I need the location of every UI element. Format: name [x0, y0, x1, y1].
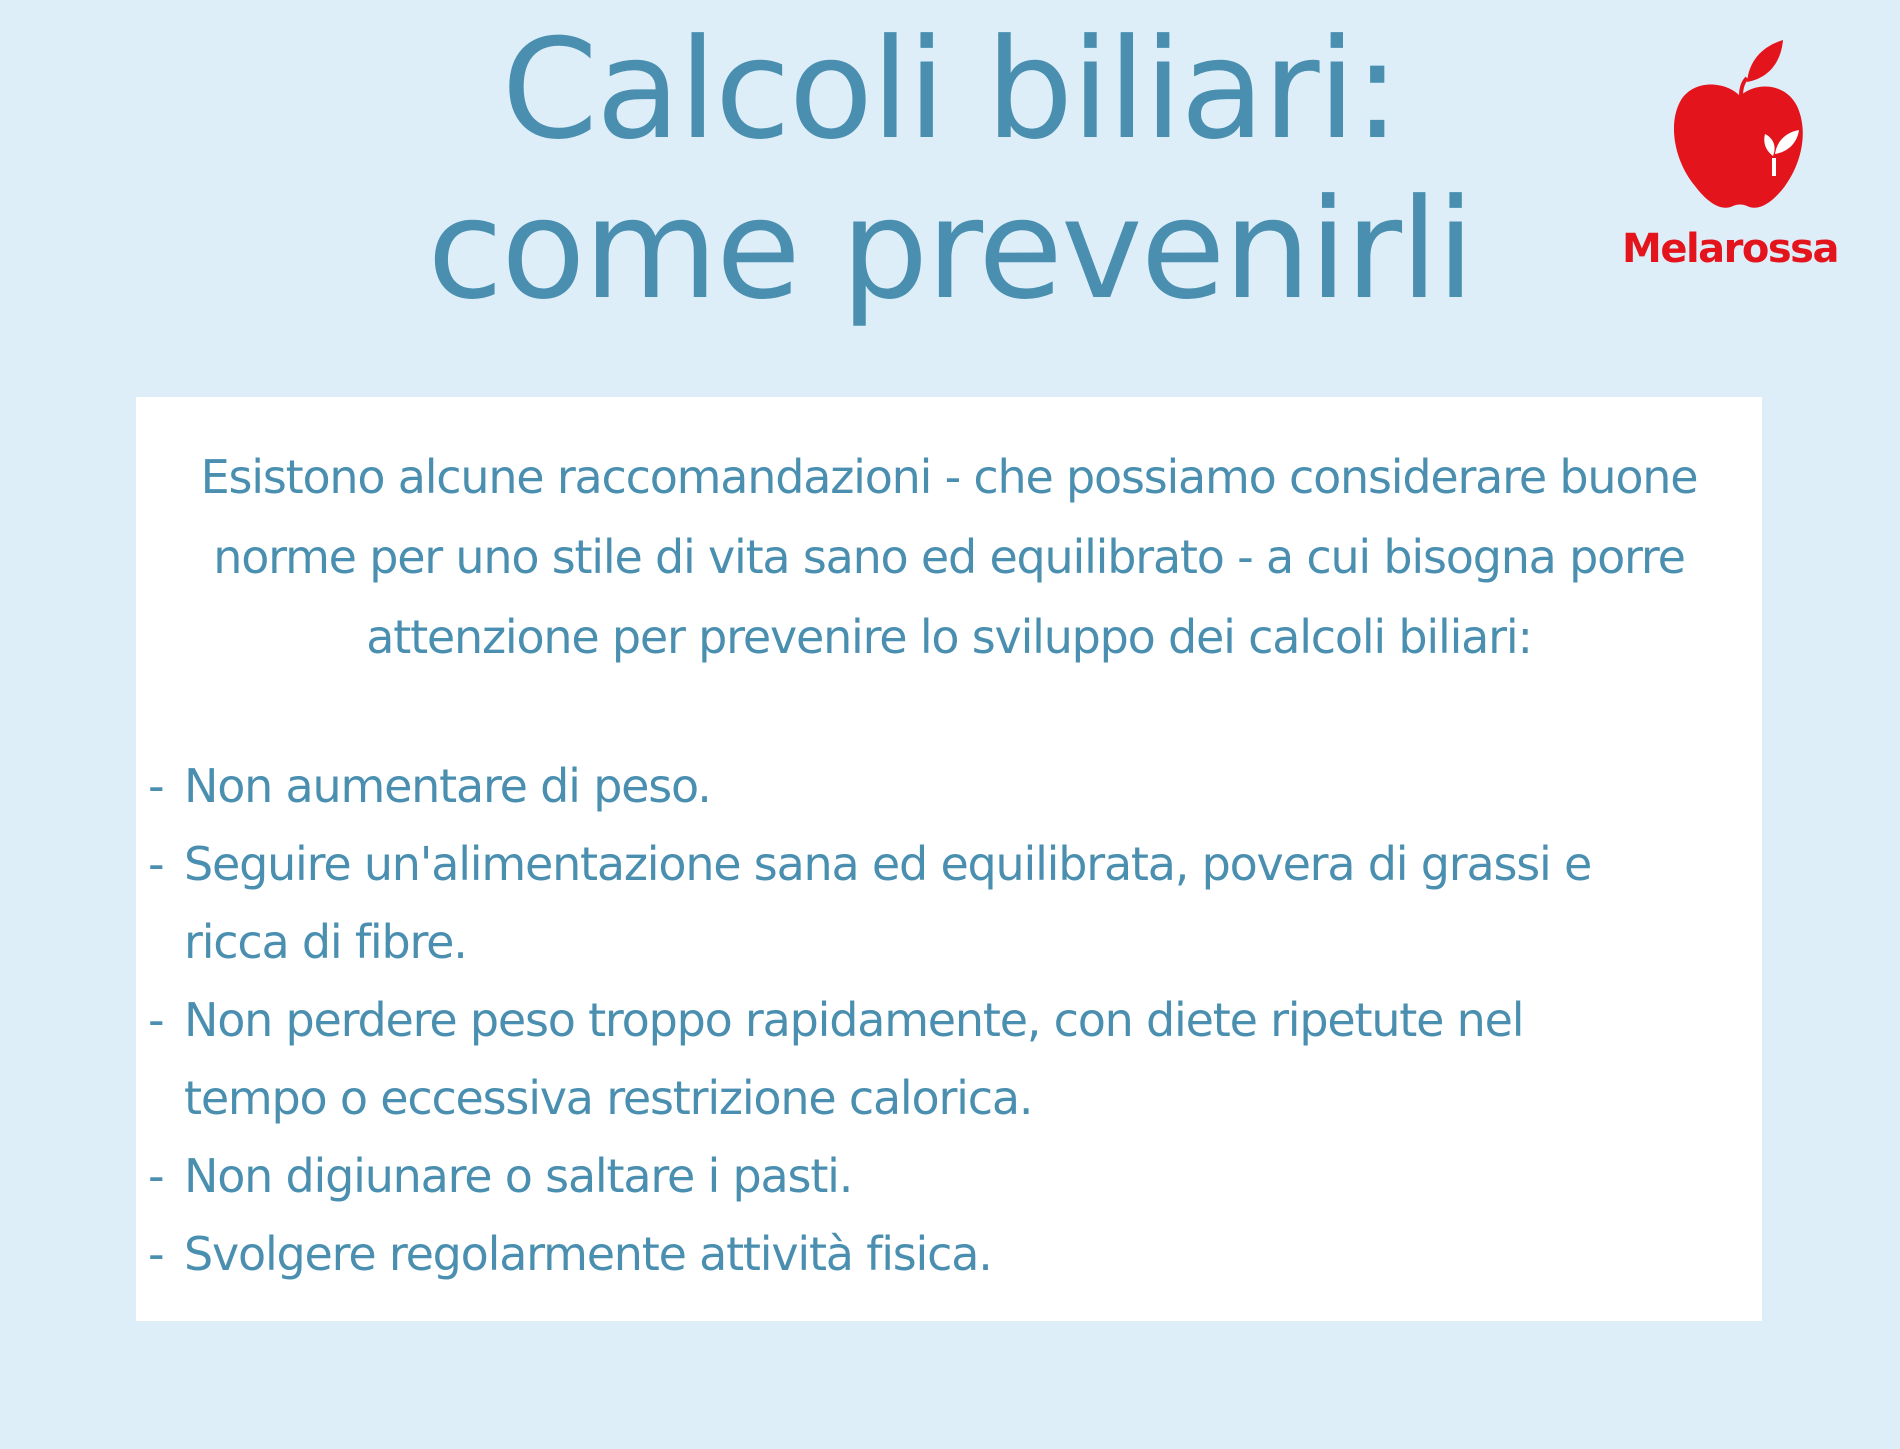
tip-item	[148, 825, 1748, 981]
logo-text: Melarossa	[1622, 226, 1838, 272]
tip-text: Non aumentare di peso.	[184, 759, 711, 813]
list-dash: -	[148, 837, 164, 891]
content-card	[136, 397, 1762, 1321]
title-line-2: come prevenirli	[427, 169, 1473, 330]
intro-line: Esistono alcune raccomandazioni - che possiamo considerare buone	[200, 450, 1698, 504]
intro-paragraph	[146, 437, 1752, 677]
page-title	[100, 10, 1800, 330]
list-dash: -	[148, 1227, 164, 1281]
tip-item	[148, 1215, 1748, 1293]
tip-text: tempo o eccessiva restrizione calorica.	[184, 1071, 1033, 1125]
tips-list	[148, 747, 1748, 1293]
tip-item	[148, 1137, 1748, 1215]
list-dash: -	[148, 1149, 164, 1203]
tip-item	[148, 747, 1748, 825]
intro-line: norme per uno stile di vita sano ed equilibrato - a cui bisogna porre	[213, 530, 1685, 584]
tip-item	[148, 981, 1748, 1137]
tip-text: Non digiunare o saltare i pasti.	[184, 1149, 853, 1203]
title-line-1: Calcoli biliari:	[501, 9, 1399, 170]
tip-text: Non perdere peso troppo rapidamente, con diete ripetute nel	[184, 993, 1524, 1047]
melarossa-logo	[1620, 36, 1840, 286]
intro-line: attenzione per prevenire lo sviluppo dei calcoli biliari:	[366, 610, 1532, 664]
tip-text: ricca di fibre.	[184, 915, 467, 969]
tip-text: Seguire un'alimentazione sana ed equilibrata, povera di grassi e	[184, 837, 1592, 891]
red-apple-icon	[1665, 36, 1815, 216]
list-dash: -	[148, 993, 164, 1047]
tip-text: Svolgere regolarmente attività fisica.	[184, 1227, 992, 1281]
list-dash: -	[148, 759, 164, 813]
